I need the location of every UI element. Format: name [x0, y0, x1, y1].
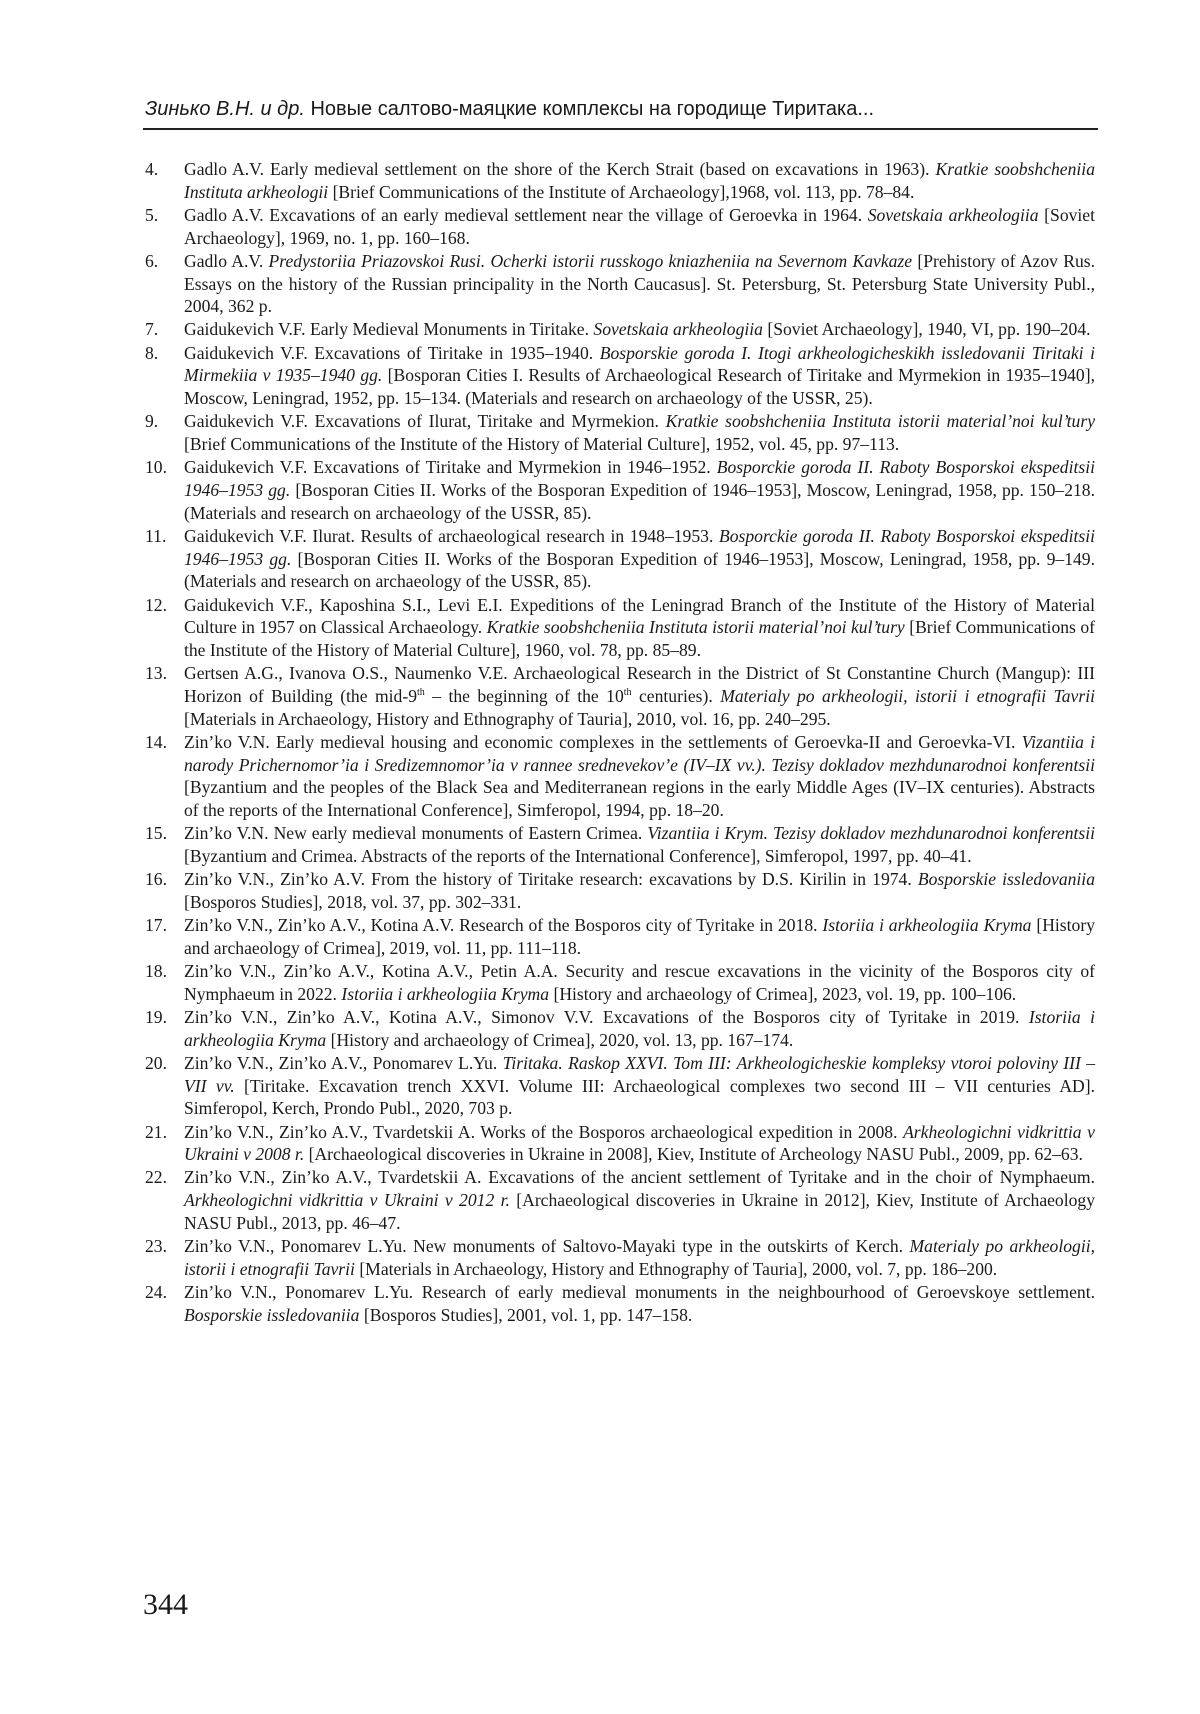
reference-text [184, 250, 1095, 318]
reference-text-segment: [Bosporan Cities II. Works of the Bosporan Expedition of 1946–1953], Moscow, Leningrad, 1958, pp. 150–218. (Materials and research on archaeology of the USSR, 85). [184, 479, 1096, 523]
superscript: th [417, 687, 425, 699]
reference-source-title: Istoriia i arkheologiia Kryma [341, 983, 550, 1004]
reference-text [184, 342, 1095, 410]
reference-item [145, 868, 1095, 914]
reference-item [145, 914, 1095, 960]
reference-text-segment: [Bosporos Studies], 2001, vol. 1, pp. 147–158. [359, 1304, 693, 1325]
reference-list [145, 158, 1095, 1327]
reference-text [184, 410, 1095, 456]
reference-text-segment: [Brief Communications of the Institute of the History of Material Culture], 1960, vol. 78, pp. 85–89. [184, 617, 1095, 661]
reference-source-title: Sovetskaia arkheologiia [593, 319, 763, 340]
reference-text-segment: [Materials in Archaeology, History and Ethnography of Tauria], 2010, vol. 16, pp. 240–295. [184, 708, 831, 729]
reference-source-title: Predystoriia Priazovskoi Rusi. Ocherki istorii russkogo kniazheniia na Severnom Kavkaze [268, 250, 913, 271]
reference-number: 20. [145, 1052, 167, 1073]
reference-text-segment: [Soviet Archaeology], 1940, VI, pp. 190–204. [762, 319, 1091, 340]
reference-text [184, 1121, 1095, 1167]
reference-item [145, 960, 1095, 1006]
reference-item [145, 525, 1095, 593]
reference-source-title: Bosporskie issledovaniia [184, 1304, 360, 1325]
reference-text-segment: Gaidukevich V.F. Ilurat. Results of archaeological research in 1948–1953. [184, 525, 719, 546]
reference-item [145, 1052, 1095, 1120]
reference-text [184, 594, 1095, 662]
reference-text [184, 158, 1095, 204]
reference-number: 16. [145, 869, 167, 890]
reference-text-segment: Zin’ko V.N., Zin’ko A.V., Kotina A.V., Petin A.A. Security and rescue excavations in the vicinity of the Bosporos city of Nymphaeum in 2022. [184, 961, 1095, 1004]
reference-text-segment: [Brief Communications of the Institute of Archaeology],1968, vol. 113, pp. 78–84. [328, 181, 915, 202]
reference-text [184, 525, 1095, 593]
reference-item [145, 342, 1095, 410]
reference-number: 11. [145, 525, 167, 546]
reference-text [184, 204, 1095, 250]
reference-text-segment: Zin’ko V.N., Ponomarev L.Yu. New monuments of Saltovo-Mayaki type in the outskirts of Kerch. [184, 1236, 910, 1257]
reference-number: 10. [145, 457, 167, 478]
reference-source-title: Sovetskaia arkheologiia [867, 204, 1039, 225]
reference-text-segment: [Bosporan Cities I. Results of Archaeological Research of Tiritake and Myrmekion in 1935–1940], Moscow, Leningrad, 1952, pp. 15–134. (Materials and research on archaeology of the USSR, 25). [184, 365, 1095, 409]
reference-text [184, 822, 1095, 868]
reference-text-segment: [Soviet Archaeology], 1969, no. 1, pp. 160–168. [184, 204, 1095, 248]
reference-source-title: Kratkie soobshcheniia Instituta istorii material’noi kul’tury [486, 617, 905, 638]
reference-text-segment: Zin’ko V.N., Zin’ko A.V., Ponomarev L.Yu. [184, 1052, 503, 1073]
reference-text [184, 960, 1095, 1006]
header-rule [143, 128, 1098, 130]
reference-text [184, 1006, 1095, 1052]
reference-number: 4. [145, 159, 159, 179]
reference-text-segment: Zin’ko V.N., Ponomarev L.Yu. Research of early medieval monuments in the neighbourhood of Geroevskoye settlement. [184, 1281, 1095, 1302]
reference-source-title: Arkheologichni vidkrittia v Ukraini v 2012 r. [184, 1190, 510, 1211]
reference-item [145, 158, 1095, 204]
reference-text [184, 868, 1095, 914]
reference-item [145, 594, 1095, 662]
reference-number: 9. [145, 411, 159, 432]
reference-text-segment: Gadlo A.V. [184, 250, 269, 271]
reference-number: 5. [145, 204, 159, 225]
reference-text [184, 1166, 1095, 1234]
reference-text-segment: Gaidukevich V.F. Early Medieval Monuments in Tiritake. [184, 319, 594, 340]
reference-text-segment: Gaidukevich V.F. Excavations of Ilurat, Tiritake and Myrmekion. [184, 411, 666, 432]
reference-item [145, 204, 1095, 250]
reference-text-segment: [Archaeological discoveries in Ukraine in 2012], Kiev, Institute of Archaeology NASU Publ., 2013, pp. 46–47. [184, 1190, 1096, 1233]
reference-text [184, 662, 1095, 730]
reference-text-segment: Gadlo A.V. Early medieval settlement on the shore of the Kerch Strait (based on excavations in 1963). [184, 159, 936, 179]
reference-number: 15. [145, 823, 167, 844]
reference-item [145, 1121, 1095, 1167]
reference-item [145, 822, 1095, 868]
reference-text-segment: [History and archaeology of Crimea], 2019, vol. 11, pp. 111–118. [184, 915, 1095, 958]
reference-item [145, 250, 1095, 318]
reference-item [145, 456, 1095, 524]
reference-text-segment: [Byzantium and Crimea. Abstracts of the reports of the International Conference], Simferopol, 1997, pp. 40–41. [184, 846, 972, 867]
reference-text-segment: [Materials in Archaeology, History and Ethnography of Tauria], 2000, vol. 7, pp. 186–200. [354, 1258, 998, 1279]
reference-text-segment: Gaidukevich V.F. Excavations of Tiritake in 1935–1940. [184, 342, 600, 363]
reference-source-title: Materialy po arkheologii, istorii i etnografii Tavrii [184, 1236, 1096, 1279]
reference-source-title: Bosporskie goroda I. Itogi arkheologicheskikh issledovanii Tiritaki i Mirmekiia v 1935–1940 gg. [184, 342, 1095, 386]
reference-text-segment: [Tiritake. Excavation trench XXVI. Volume III: Archaeological complexes two second III – VII centuries AD]. Simferopol, Kerch, Prondo Publ., 2020, 703 p. [184, 1075, 1096, 1119]
reference-number: 8. [145, 342, 159, 363]
reference-text [184, 731, 1095, 822]
reference-text-segment: Zin’ko V.N., Zin’ko A.V., Tvardetskii A. Works of the Bosporos archaeological expedition in 2008. [184, 1121, 904, 1142]
reference-text [184, 1052, 1095, 1120]
reference-text-segment: Gaidukevich V.F. Excavations of Tiritake and Myrmekion in 1946–1952. [184, 457, 717, 478]
reference-number: 7. [145, 319, 159, 340]
reference-text-segment: [History and archaeology of Crimea], 2023, vol. 19, pp. 100–106. [549, 983, 1017, 1004]
reference-text-segment: [Bosporos Studies], 2018, vol. 37, pp. 302–331. [184, 892, 522, 913]
reference-text-segment: [Prehistory of Azov Rus. Essays on the history of the Russian principality in the North Caucasus]. St. Petersburg, St. Petersburg State University Publ., 2004, 362 p. [184, 250, 1095, 317]
reference-number: 23. [145, 1236, 167, 1257]
reference-text-segment: Zin’ko V.N., Zin’ko A.V. From the history of Tiritake research: excavations by D.S. Kirilin in 1974. [184, 869, 918, 890]
reference-number: 21. [145, 1121, 167, 1142]
reference-item [145, 1006, 1095, 1052]
reference-text-segment: Zin’ko V.N. New early medieval monuments of Eastern Crimea. [184, 823, 648, 844]
reference-item [145, 318, 1095, 341]
reference-number: 17. [145, 915, 167, 936]
reference-text [184, 1281, 1095, 1327]
reference-text-segment: Zin’ko V.N., Zin’ko A.V., Tvardetskii A. Excavations of the ancient settlement of Tyritake and in the choir of Nymphaeum. [184, 1167, 1095, 1188]
reference-text-segment: Gertsen A.G., Ivanova O.S., Naumenko V.E. Archaeological Research in the District of St Constantine Church (Mangup): III Horizon of Building (the mid-9 [184, 663, 1095, 706]
reference-source-title: Istoriia i arkheologiia Kryma [184, 1006, 1095, 1050]
reference-text-segment: Zin’ko V.N., Zin’ko A.V., Kotina A.V., Simonov V.V. Excavations of the Bosporos city of Tyritake in 2019. [184, 1006, 1029, 1027]
reference-text [184, 914, 1095, 960]
reference-item [145, 1235, 1095, 1281]
reference-item [145, 662, 1095, 730]
header-authors: Зинько В.Н. и др. [145, 98, 305, 120]
reference-number: 24. [145, 1281, 167, 1302]
page-number: 344 [143, 1588, 188, 1621]
reference-text-segment: Zin’ko V.N., Zin’ko A.V., Kotina A.V. Research of the Bosporos city of Tyritake in 2018. [184, 915, 823, 936]
reference-number: 19. [145, 1006, 167, 1027]
header-title: Новые салтово-маяцкие комплексы на городище Тиритака... [310, 98, 875, 120]
reference-number: 22. [145, 1167, 167, 1188]
reference-text-segment: Gadlo A.V. Excavations of an early medieval settlement near the village of Geroevka in 1964. [184, 204, 868, 225]
reference-number: 18. [145, 961, 167, 982]
reference-item [145, 731, 1095, 822]
superscript: th [623, 687, 632, 699]
reference-source-title: Bosporskie issledovaniia [917, 869, 1095, 890]
reference-number: 6. [145, 250, 159, 271]
reference-number: 12. [145, 594, 167, 615]
reference-source-title: Kratkie soobshcheniia Instituta istorii material’noi kul’tury [665, 411, 1096, 432]
reference-text [184, 318, 1095, 341]
reference-number: 14. [145, 731, 167, 752]
reference-source-title: Istoriia i arkheologiia Kryma [822, 915, 1032, 936]
reference-text-segment: centuries). [631, 686, 721, 706]
reference-text-segment: – the beginning of the 10 [424, 686, 624, 706]
reference-source-title: Arkheologichni vidkrittia v Ukraini v 2008 r. [184, 1121, 1095, 1165]
reference-text-segment: [Brief Communications of the Institute of the History of Material Culture], 1952, vol. 45, pp. 97–113. [184, 434, 900, 455]
reference-source-title: Vizantiia i Krym. Tezisy dokladov mezhdunarodnoi konferentsii [647, 823, 1095, 844]
reference-source-title: Tiritaka. Raskop XXVI. Tom III: Arkheologicheskie kompleksy vtoroi poloviny III – VII vv. [184, 1052, 1096, 1096]
reference-item [145, 1166, 1095, 1234]
reference-text [184, 1235, 1095, 1281]
reference-source-title: Vizantiia i narody Prichernomor’ia i Sredizemnomor’ia v rannee srednevekov’e (IV–IX vv.). Tezisy dokladov mezhdunarodnoi konferentsii [184, 731, 1095, 775]
reference-text-segment: [Archaeological discoveries in Ukraine in 2008], Kiev, Institute of Archeology NASU Publ., 2009, pp. 62–63. [304, 1144, 1083, 1165]
reference-text-segment: [History and archaeology of Crimea], 2020, vol. 13, pp. 167–174. [326, 1029, 794, 1050]
reference-item [145, 1281, 1095, 1327]
reference-text [184, 456, 1095, 524]
reference-source-title: Bosporckie goroda II. Raboty Bosporskoi ekspeditsii 1946–1953 gg. [184, 457, 1096, 500]
reference-source-title: Kratkie soobshcheniia Instituta arkheologii [184, 159, 1095, 202]
reference-text-segment: [Byzantium and the peoples of the Black Sea and Mediterranean regions in the early Middle Ages (IV–IX centuries). Abstracts of the reports of the International Conference], Simferopol, 1994, pp. 18–20. [184, 777, 1095, 821]
reference-source-title: Bosporckie goroda II. Raboty Bosporskoi ekspeditsii 1946–1953 gg. [184, 525, 1095, 569]
reference-source-title: Materialy po arkheologii, istorii i etnografii Tavrii [720, 686, 1095, 706]
running-header [145, 98, 1097, 121]
reference-number: 13. [145, 663, 167, 684]
reference-item [145, 410, 1095, 456]
reference-text-segment: Zin’ko V.N. Early medieval housing and economic complexes in the settlements of Geroevka-II and Geroevka-VI. [184, 731, 1022, 752]
reference-text-segment: Gaidukevich V.F., Kaposhina S.I., Levi E.I. Expeditions of the Leningrad Branch of the Institute of the History of Material Culture in 1957 on Classical Archaeology. [184, 594, 1095, 638]
reference-text-segment: [Bosporan Cities II. Works of the Bosporan Expedition of 1946–1953], Moscow, Leningrad, 1958, pp. 9–149. (Materials and research on archaeology of the USSR, 85). [184, 548, 1095, 592]
